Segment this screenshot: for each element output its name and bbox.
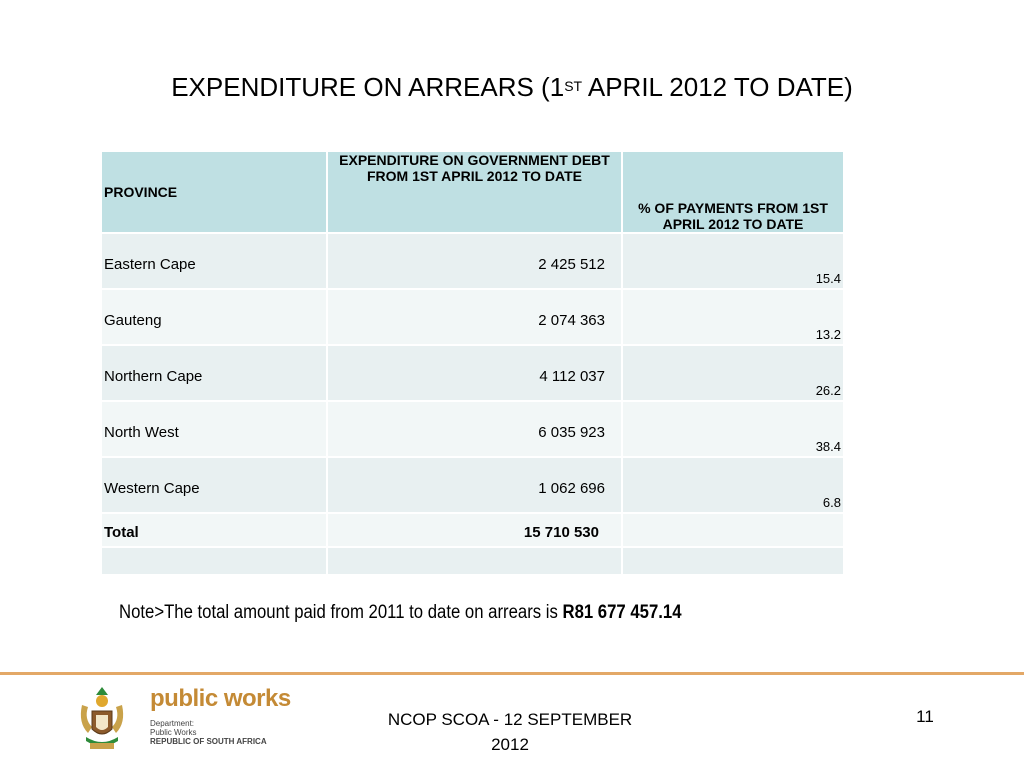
table-row bbox=[101, 345, 844, 401]
blank-row bbox=[101, 547, 844, 575]
public-works-logo bbox=[72, 683, 292, 755]
province-cell: Gauteng bbox=[101, 289, 327, 345]
percent-cell: 13.2 bbox=[622, 289, 844, 345]
brand-subtitle bbox=[150, 719, 267, 746]
expenditure-cell: 2 074 363 bbox=[327, 289, 622, 345]
header-percent: % OF PAYMENTS FROM 1ST APRIL 2012 TO DATE bbox=[622, 151, 844, 233]
expenditure-cell: 1 062 696 bbox=[327, 457, 622, 513]
header-expenditure: EXPENDITURE ON GOVERNMENT DEBT FROM 1ST APRIL 2012 TO DATE bbox=[327, 151, 622, 233]
coat-of-arms-icon bbox=[72, 683, 132, 755]
footer-event-line: 2012 bbox=[491, 735, 529, 754]
brand-line: Public Works bbox=[150, 728, 197, 737]
footer-divider bbox=[0, 672, 1024, 675]
table-row bbox=[101, 289, 844, 345]
title-text-rest: APRIL 2012 TO DATE) bbox=[582, 72, 853, 102]
title-text: EXPENDITURE ON ARREARS (1 bbox=[171, 72, 565, 102]
table-header-row bbox=[101, 151, 844, 233]
total-expenditure: 15 710 530 bbox=[327, 513, 622, 547]
brand-name: public works bbox=[150, 685, 291, 712]
slide-title bbox=[0, 72, 1024, 103]
table-row bbox=[101, 401, 844, 457]
note bbox=[119, 602, 681, 624]
blank-cell bbox=[622, 547, 844, 575]
province-cell: Eastern Cape bbox=[101, 233, 327, 289]
expenditure-cell: 6 035 923 bbox=[327, 401, 622, 457]
table-row bbox=[101, 233, 844, 289]
title-superscript: ST bbox=[564, 78, 583, 94]
province-cell: Northern Cape bbox=[101, 345, 327, 401]
brand-line: Department: bbox=[150, 719, 195, 728]
footer-event bbox=[360, 707, 660, 757]
note-amount: R81 677 457.14 bbox=[562, 602, 682, 623]
province-cell: North West bbox=[101, 401, 327, 457]
percent-cell: 38.4 bbox=[622, 401, 844, 457]
total-percent-cell bbox=[622, 513, 844, 547]
total-label: Total bbox=[101, 513, 327, 547]
blank-cell bbox=[101, 547, 327, 575]
percent-cell: 26.2 bbox=[622, 345, 844, 401]
page-number: 11 bbox=[916, 707, 934, 726]
header-province: PROVINCE bbox=[101, 151, 327, 233]
expenditure-cell: 2 425 512 bbox=[327, 233, 622, 289]
expenditure-cell: 4 112 037 bbox=[327, 345, 622, 401]
table-row bbox=[101, 457, 844, 513]
province-cell: Western Cape bbox=[101, 457, 327, 513]
footer-event-line: NCOP SCOA - 12 SEPTEMBER bbox=[387, 710, 633, 729]
total-row bbox=[101, 513, 844, 547]
percent-cell: 15.4 bbox=[622, 233, 844, 289]
percent-cell: 6.8 bbox=[622, 457, 844, 513]
blank-cell bbox=[327, 547, 622, 575]
note-text: Note>The total amount paid from 2011 to date on arrears is bbox=[119, 602, 563, 623]
brand-line: REPUBLIC OF SOUTH AFRICA bbox=[150, 737, 267, 746]
arrears-table bbox=[100, 150, 845, 576]
